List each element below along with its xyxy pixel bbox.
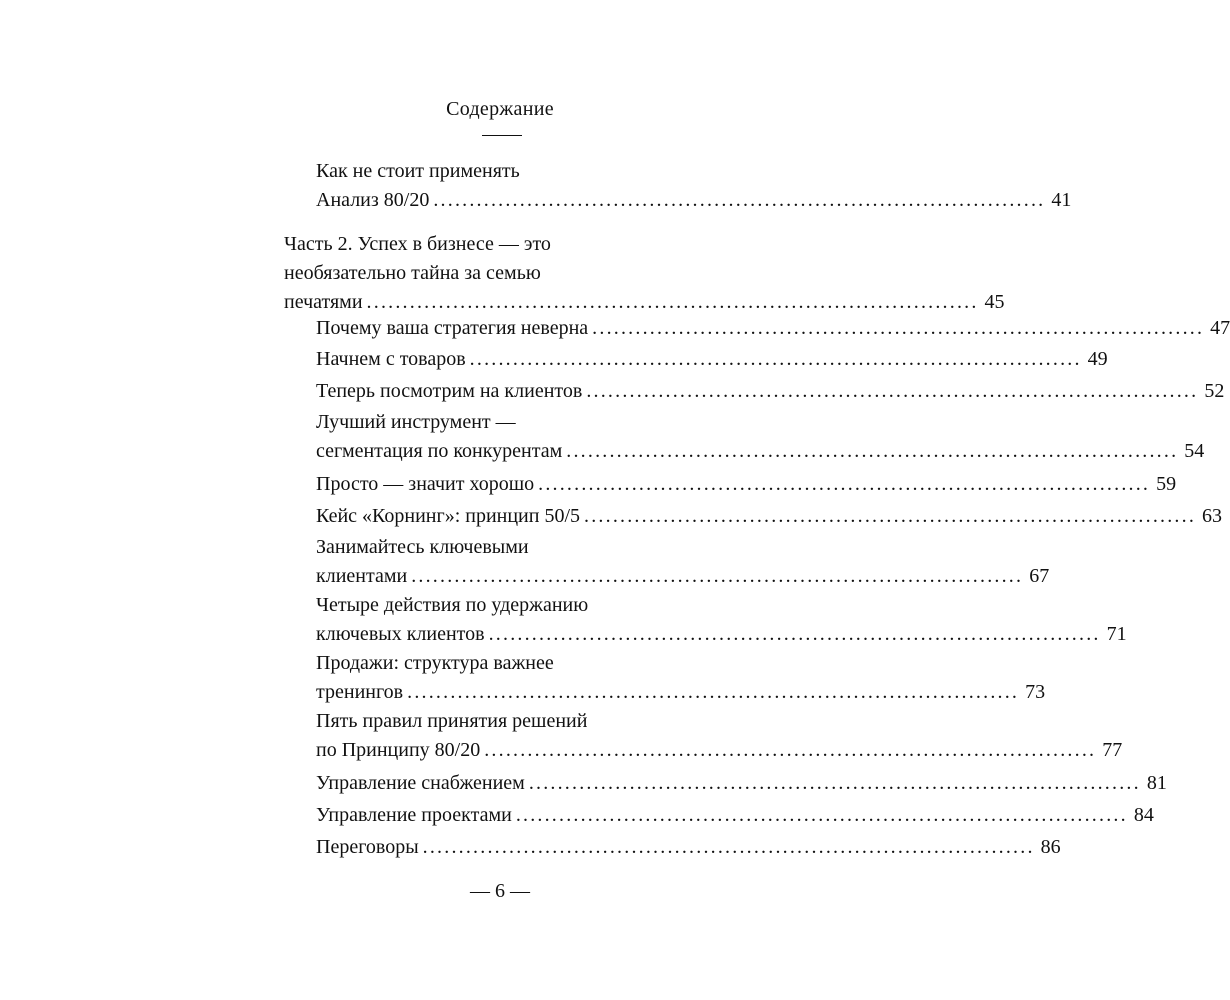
toc-entry: [316, 591, 1127, 649]
toc-entry: [316, 707, 1123, 765]
toc-entry-title: тренингов: [316, 681, 404, 703]
toc-leader-dots: .....................................................................................: [433, 189, 1046, 211]
toc-entry: [316, 502, 1223, 531]
toc-entry-title: Почему ваша стратегия неверна: [316, 317, 589, 339]
toc-entry-title: Управление проектами: [316, 804, 512, 826]
toc-leader-dots: .....................................................................................: [566, 440, 1179, 462]
toc-page-number: 45: [984, 291, 1005, 313]
toc-page-number: 73: [1025, 681, 1046, 703]
page-number: — 6 —: [470, 880, 530, 902]
toc-entry-line: Как не стоит применять: [316, 160, 520, 182]
toc-entry: [316, 649, 1046, 707]
toc-entry: [316, 801, 1154, 830]
toc-leader-dots: .....................................................................................: [407, 681, 1020, 703]
toc-entry-title: Анализ 80/20: [316, 189, 430, 211]
page-title: Содержание: [446, 98, 554, 120]
toc-leader-dots: .....................................................................................: [515, 804, 1128, 826]
toc-page-number: 49: [1087, 348, 1108, 370]
toc-leader-dots: .....................................................................................: [592, 317, 1205, 339]
toc-entry: [316, 377, 1225, 406]
toc-entry-title: по Принципу 80/20: [316, 739, 481, 761]
toc-entry-title: Начнем с товаров: [316, 348, 466, 370]
toc-page-number: 41: [1051, 189, 1072, 211]
toc-entry: [316, 408, 1205, 466]
toc-leader-dots: .....................................................................................: [411, 565, 1024, 587]
toc-page-number: 59: [1156, 473, 1177, 495]
toc-entry: [316, 533, 1050, 591]
toc-entry-title: ключевых клиентов: [316, 623, 485, 645]
toc-leader-dots: .....................................................................................: [488, 623, 1101, 645]
toc-leader-dots: .....................................................................................: [586, 380, 1199, 402]
toc-leader-dots: .....................................................................................: [366, 291, 979, 313]
toc-page-number: 47: [1210, 317, 1230, 339]
toc-entry-title: печатями: [284, 291, 363, 313]
toc-entry-line: Часть 2. Успех в бизнесе — это: [284, 233, 551, 255]
toc-leader-dots: .....................................................................................: [422, 836, 1035, 858]
toc-entry: [316, 833, 1061, 862]
toc-leader-dots: .....................................................................................: [538, 473, 1151, 495]
toc-leader-dots: .....................................................................................: [528, 772, 1141, 794]
toc-page-number: 52: [1204, 380, 1225, 402]
toc-entry-title: Управление снабжением: [316, 772, 525, 794]
toc-leader-dots: .....................................................................................: [484, 739, 1097, 761]
toc-entry-line: Занимайтесь ключевыми: [316, 536, 529, 558]
toc-entry-title: Кейс «Корнинг»: принцип 50/5: [316, 505, 581, 527]
toc-entry-line: Четыре действия по удержанию: [316, 594, 589, 616]
toc-entry-title: Переговоры: [316, 836, 419, 858]
toc-entry-line: необязательно тайна за семью: [284, 262, 541, 284]
toc-entry-title: Просто — значит хорошо: [316, 473, 535, 495]
toc-entry: [316, 769, 1167, 798]
toc-page-number: 86: [1040, 836, 1061, 858]
toc-entry: [316, 314, 1230, 343]
toc-page-number: 81: [1146, 772, 1167, 794]
toc-page-number: 71: [1106, 623, 1127, 645]
toc-entry-title: клиентами: [316, 565, 408, 587]
toc-page-number: 67: [1029, 565, 1050, 587]
toc-entry-title: сегментация по конкурентам: [316, 440, 563, 462]
toc-page-number: 77: [1102, 739, 1123, 761]
toc-leader-dots: .....................................................................................: [584, 505, 1197, 527]
toc-entry: [316, 470, 1177, 499]
toc-entry: [316, 157, 1072, 215]
toc-page-number: 84: [1133, 804, 1154, 826]
toc-leader-dots: .....................................................................................: [469, 348, 1082, 370]
toc-page-number: 63: [1202, 505, 1223, 527]
toc-entry-title: Теперь посмотрим на клиентов: [316, 380, 583, 402]
toc-part-entry: [284, 230, 1005, 317]
toc-page-number: 54: [1184, 440, 1205, 462]
toc-entry-line: Продажи: структура важнее: [316, 652, 554, 674]
toc-entry: [316, 345, 1108, 374]
toc-entry-line: Лучший инструмент —: [316, 411, 516, 433]
toc-entry-line: Пять правил принятия решений: [316, 710, 588, 732]
